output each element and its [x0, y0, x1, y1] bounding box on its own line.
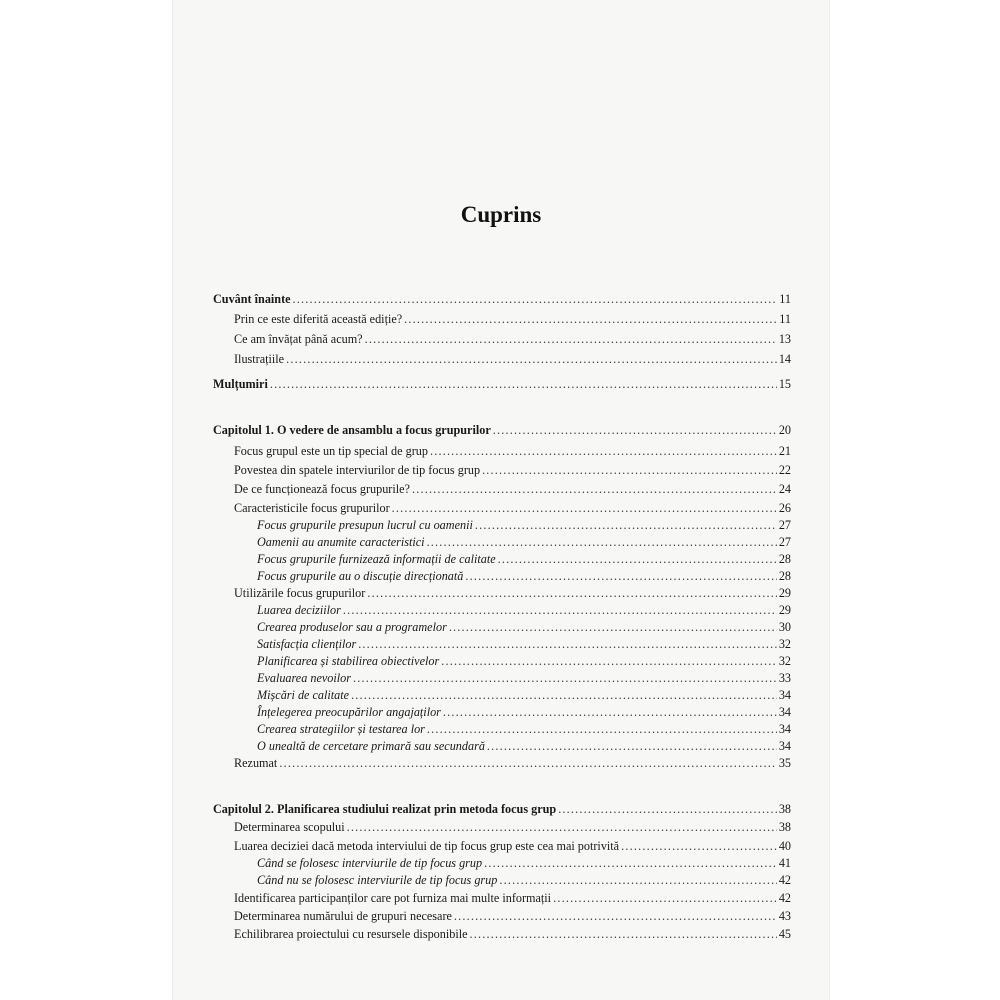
toc-leader-dots: [347, 818, 777, 836]
toc-entry: [213, 442, 791, 460]
toc-entry-label: Oamenii au anumite caracteristici: [257, 535, 425, 549]
toc-page-number: 43: [778, 909, 791, 923]
toc-page-number: 15: [778, 377, 791, 391]
toc-page-number: 42: [778, 891, 791, 905]
toc-entry-label: Cuvânt înainte: [213, 292, 291, 306]
toc-leader-dots: [449, 618, 777, 636]
toc-leader-dots: [427, 720, 777, 738]
toc-entry: [213, 375, 791, 393]
toc-entry: [213, 837, 791, 855]
toc-page-number: 38: [778, 802, 791, 816]
toc-entry: [213, 480, 791, 498]
toc-leader-dots: [470, 925, 777, 943]
toc-entry: [213, 871, 791, 889]
toc-entry-label: Capitolul 2. Planificarea studiului realizat prin metoda focus grup: [213, 802, 557, 816]
toc-leader-dots: [487, 737, 777, 755]
toc-entry: [213, 818, 791, 836]
toc-entry-label: Mișcări de calitate: [257, 688, 350, 702]
toc-page-number: 45: [778, 927, 791, 941]
toc-leader-dots: [343, 601, 777, 619]
toc-entry-label: Identificarea participanților care pot furniza mai multe informații: [234, 891, 552, 905]
toc-entry: [213, 461, 791, 479]
toc-leader-dots: [454, 907, 777, 925]
toc-page-number: 20: [778, 423, 791, 437]
toc-entry: [213, 516, 791, 534]
toc-entry-label: Capitolul 1. O vedere de ansamblu a focus grupurilor: [213, 423, 491, 437]
toc-leader-dots: [493, 421, 777, 439]
book-page: [172, 0, 830, 1000]
toc-entry-label: Când se folosesc interviurile de tip focus grup: [257, 856, 483, 870]
toc-leader-dots: [475, 516, 777, 534]
toc-entry: [213, 720, 791, 738]
toc-page-number: 38: [778, 820, 791, 834]
toc-entry: [213, 907, 791, 925]
toc-page-number: 33: [778, 671, 791, 685]
toc-page-number: 27: [778, 535, 791, 549]
toc-entry: [213, 421, 791, 439]
toc-entry-label: Satisfacția clienților: [257, 637, 357, 651]
toc-entry-label: Mulțumiri: [213, 377, 268, 391]
toc-entry: [213, 567, 791, 585]
toc-page-number: 30: [778, 620, 791, 634]
toc-entry: [213, 800, 791, 818]
toc-page-number: 29: [778, 603, 791, 617]
toc-entry: [213, 703, 791, 721]
toc-entry-label: Echilibrarea proiectului cu resursele disponibile: [234, 927, 468, 941]
toc-leader-dots: [484, 854, 777, 872]
toc-leader-dots: [270, 375, 777, 393]
toc-page-number: 13: [778, 332, 791, 346]
toc-entry: [213, 854, 791, 872]
toc-entry: [213, 550, 791, 568]
toc-page-number: 34: [778, 688, 791, 702]
toc-leader-dots: [404, 310, 777, 328]
toc-entry-label: Focus grupul este un tip special de grup: [234, 444, 428, 458]
toc-entry: [213, 350, 791, 368]
toc-entry-label: Luarea deciziei dacă metoda interviului de tip focus grup este cea mai potrivită: [234, 839, 620, 853]
toc-entry-label: Ce am învățat până acum?: [234, 332, 363, 346]
toc-leader-dots: [365, 330, 777, 348]
toc-entry: [213, 618, 791, 636]
toc-entry-label: Planificarea și stabilirea obiectivelor: [257, 654, 440, 668]
toc-entry: [213, 584, 791, 602]
toc-entry-label: Ilustrațiile: [234, 352, 285, 366]
toc-leader-dots: [499, 871, 776, 889]
toc-leader-dots: [482, 461, 777, 479]
toc-leader-dots: [553, 889, 777, 907]
toc-leader-dots: [358, 635, 777, 653]
toc-entry-label: Utilizările focus grupurilor: [234, 586, 366, 600]
toc-leader-dots: [293, 290, 777, 308]
toc-page-number: 22: [778, 463, 791, 477]
toc-entry: [213, 737, 791, 755]
toc-page-number: 28: [778, 552, 791, 566]
toc-entry-label: Caracteristicile focus grupurilor: [234, 501, 390, 515]
toc-leader-dots: [558, 800, 777, 818]
toc-leader-dots: [412, 480, 777, 498]
toc-leader-dots: [353, 669, 777, 687]
toc-entry: [213, 290, 791, 308]
toc-page-number: 26: [778, 501, 791, 515]
toc-page-number: 35: [778, 756, 791, 770]
toc-page-number: 32: [778, 654, 791, 668]
toc-entry-label: Înțelegerea preocupărilor angajaților: [257, 705, 441, 719]
toc-entry: [213, 499, 791, 517]
toc-page-number: 11: [779, 292, 791, 306]
toc-page-number: 32: [778, 637, 791, 651]
toc-leader-dots: [465, 567, 776, 585]
toc-page-number: 11: [779, 312, 791, 326]
toc-entry: [213, 635, 791, 653]
toc-entry: [213, 925, 791, 943]
toc-leader-dots: [498, 550, 777, 568]
toc-entry-label: O unealtă de cercetare primară sau secundară: [257, 739, 485, 753]
toc-entry: [213, 601, 791, 619]
toc-entry: [213, 686, 791, 704]
toc-leader-dots: [621, 837, 777, 855]
toc-page-number: 14: [778, 352, 791, 366]
toc-entry: [213, 330, 791, 348]
toc-leader-dots: [443, 703, 777, 721]
toc-leader-dots: [286, 350, 777, 368]
toc-entry-label: Crearea strategiilor și testarea lor: [257, 722, 425, 736]
toc-page-number: 41: [778, 856, 791, 870]
toc-entry: [213, 889, 791, 907]
toc-entry-label: Focus grupurile furnizează informații de calitate: [257, 552, 496, 566]
toc-page-number: 42: [778, 873, 791, 887]
toc-entry: [213, 652, 791, 670]
toc-entry: [213, 310, 791, 328]
toc-page-number: 21: [778, 444, 791, 458]
toc-entry: [213, 533, 791, 551]
toc-page-number: 34: [778, 705, 791, 719]
toc-entry-label: Prin ce este diferită această ediție?: [234, 312, 403, 326]
toc-page-number: 40: [778, 839, 791, 853]
toc-entry-label: Evaluarea nevoilor: [257, 671, 351, 685]
toc-leader-dots: [392, 499, 777, 517]
toc-leader-dots: [351, 686, 777, 704]
toc-entry-label: Povestea din spatele interviurilor de tip focus grup: [234, 463, 481, 477]
toc-entry-label: De ce funcționează focus grupurile?: [234, 482, 410, 496]
toc-page-number: 34: [778, 722, 791, 736]
toc-entry-label: Determinarea scopului: [234, 820, 345, 834]
toc-entry-label: Când nu se folosesc interviurile de tip focus grup: [257, 873, 498, 887]
toc-entry-label: Luarea deciziilor: [257, 603, 341, 617]
toc-entry: [213, 669, 791, 687]
toc-leader-dots: [279, 754, 776, 772]
toc-page-number: 34: [778, 739, 791, 753]
toc-entry-label: Focus grupurile presupun lucrul cu oamenii: [257, 518, 473, 532]
toc-entry-label: Rezumat: [234, 756, 278, 770]
toc-entry-label: Crearea produselor sau a programelor: [257, 620, 447, 634]
toc-entry-label: Determinarea numărului de grupuri necesare: [234, 909, 452, 923]
toc-entry-label: Focus grupurile au o discuție direcționată: [257, 569, 464, 583]
toc-page-number: 28: [778, 569, 791, 583]
toc-leader-dots: [430, 442, 777, 460]
toc-page-number: 29: [778, 586, 791, 600]
toc-page-number: 27: [778, 518, 791, 532]
toc-leader-dots: [367, 584, 776, 602]
page-title: Cuprins: [460, 202, 542, 227]
toc-leader-dots: [427, 533, 777, 551]
toc-leader-dots: [441, 652, 777, 670]
toc-page-number: 24: [778, 482, 791, 496]
toc-entry: [213, 754, 791, 772]
